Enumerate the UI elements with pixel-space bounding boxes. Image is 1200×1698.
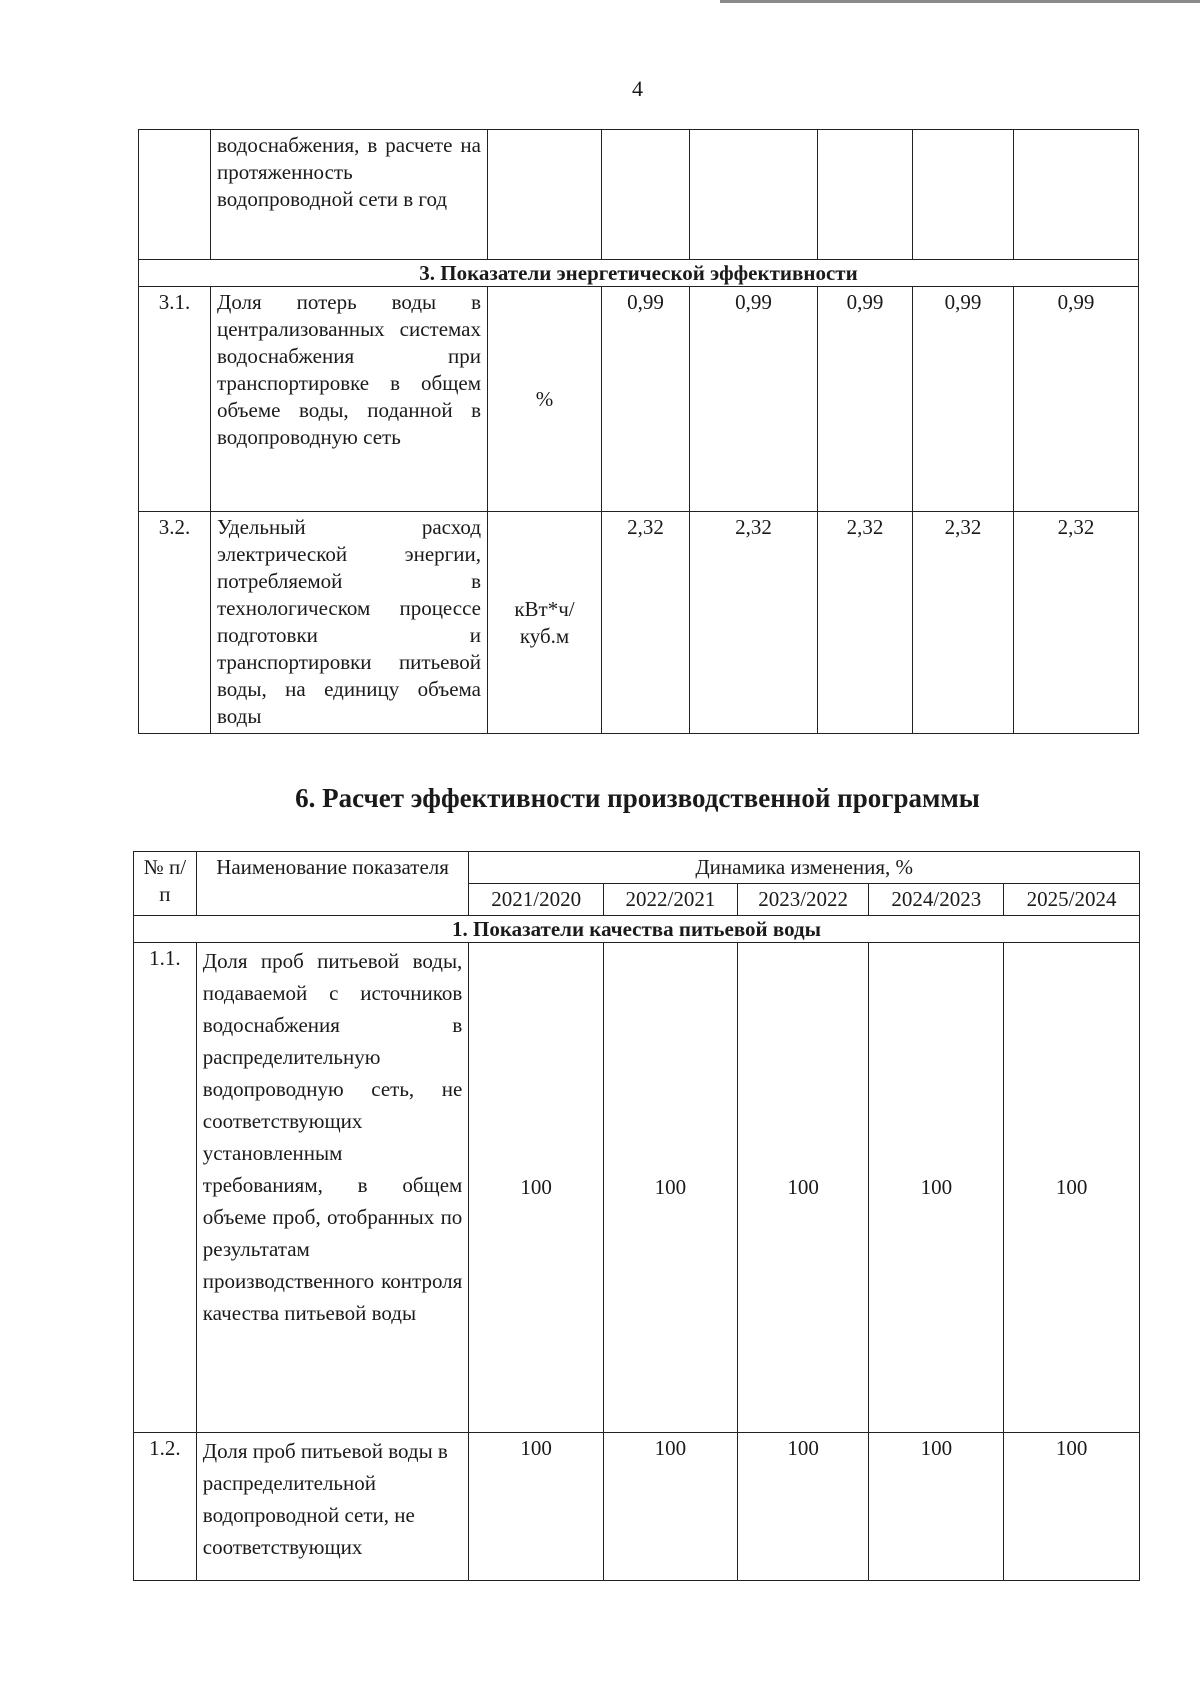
efficiency-calculation-table (133, 851, 1140, 1581)
header-year: 2022/2021 (604, 884, 738, 916)
section-header-row (139, 260, 1139, 287)
cell-value: 2,32 (818, 512, 913, 734)
header-dynamics: Динамика изменения, % (469, 852, 1140, 884)
cell-value: 100 (1004, 1433, 1140, 1581)
cell-name: Доля потерь воды в централизованных системах водоснабжения при транспортировке в общем объеме воды, поданной в водопроводную сеть (211, 287, 488, 512)
cell-value: 100 (869, 943, 1004, 1433)
cell-value: 0,99 (1014, 287, 1139, 512)
cell-num: 1.1. (134, 943, 197, 1433)
cell-name: Доля проб питьевой воды, подаваемой с источников водоснабжения в распределительную водопроводную сеть, не соответствующих установленным требованиям, в общем объеме проб, отобранных по результатам производственного контроля качества питьевой воды (196, 943, 469, 1433)
cell-num: 3.2. (139, 512, 211, 734)
cell-value: 100 (1004, 943, 1140, 1433)
cell-value: 100 (469, 943, 604, 1433)
cell-value: 100 (469, 1433, 604, 1581)
section-title: 3. Показатели энергетической эффективности (139, 260, 1139, 287)
header-num: № п/п (134, 852, 197, 916)
header-year: 2025/2024 (1004, 884, 1140, 916)
table-row (139, 512, 1139, 734)
cell-name: Доля проб питьевой воды в распределительной водопроводной сети, не соответствующих (196, 1433, 469, 1581)
cell-value: 100 (604, 943, 738, 1433)
cell-value: 2,32 (1014, 512, 1139, 734)
cell-name: Удельный расход электрической энергии, потребляемой в технологическом процессе подготовки и транспортировки питьевой воды, на единицу объема воды (211, 512, 488, 734)
header-year: 2021/2020 (469, 884, 604, 916)
cell-num: 1.2. (134, 1433, 197, 1581)
page-number: 4 (632, 76, 643, 101)
header-year: 2023/2022 (737, 884, 869, 916)
cell-value (913, 130, 1014, 260)
cell-value: 0,99 (690, 287, 818, 512)
table-row (134, 1433, 1140, 1581)
cell-value: 0,99 (913, 287, 1014, 512)
cell-value (1014, 130, 1139, 260)
energy-efficiency-table (138, 129, 1139, 734)
table-row (139, 287, 1139, 512)
cell-value (690, 130, 818, 260)
section-title: 1. Показатели качества питьевой воды (134, 916, 1140, 943)
table-row (139, 130, 1139, 260)
cell-value: 2,32 (690, 512, 818, 734)
section-heading: 6. Расчет эффективности производственной программы (295, 783, 980, 813)
section-header-row (134, 916, 1140, 943)
cell-value: 0,99 (602, 287, 690, 512)
cell-value: 2,32 (913, 512, 1014, 734)
scan-edge-line (720, 0, 1200, 3)
table-row (134, 943, 1140, 1433)
cell-unit: % (488, 287, 602, 512)
cell-value: 100 (737, 1433, 869, 1581)
header-row (134, 852, 1140, 884)
cell-value: 2,32 (602, 512, 690, 734)
cell-value (602, 130, 690, 260)
cell-num (139, 130, 211, 260)
cell-value: 0,99 (818, 287, 913, 512)
cell-value: 100 (869, 1433, 1004, 1581)
cell-name: водоснабжения, в расчете на протяженность водопроводной сети в год (211, 130, 488, 260)
header-year: 2024/2023 (869, 884, 1004, 916)
cell-unit: кВт*ч/ куб.м (488, 512, 602, 734)
header-name: Наименование показателя (196, 852, 469, 916)
cell-value: 100 (737, 943, 869, 1433)
cell-num: 3.1. (139, 287, 211, 512)
cell-value (818, 130, 913, 260)
cell-unit (488, 130, 602, 260)
cell-value: 100 (604, 1433, 738, 1581)
